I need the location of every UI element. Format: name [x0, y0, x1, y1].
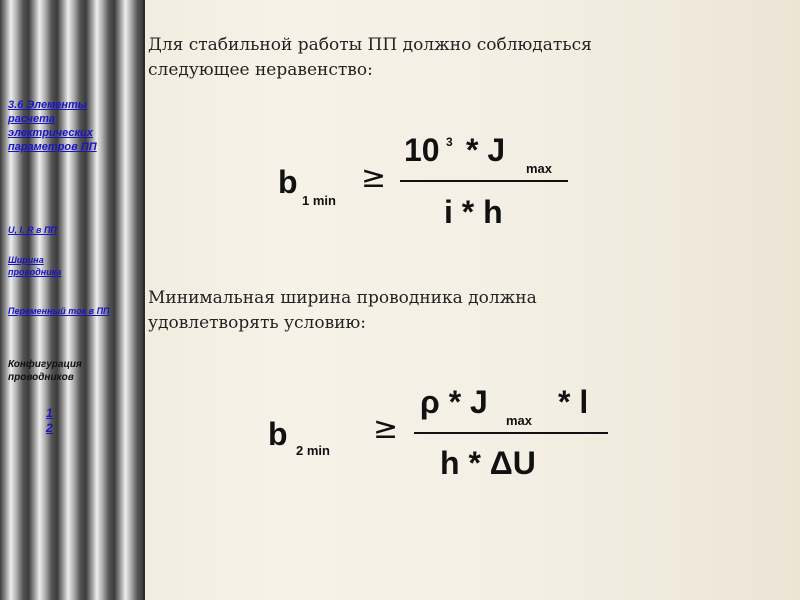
formula2-fraction-line: [414, 432, 608, 434]
formula1-geq-sign: ≥: [361, 160, 387, 195]
page-link-1[interactable]: 1: [46, 406, 53, 420]
sidebar: [0, 0, 145, 600]
formula2-lhs-sub: 2 min: [296, 443, 330, 458]
formula1-num-base: 10: [404, 132, 440, 168]
nav-link-section[interactable]: 3.6 Элементы расчета электрических параметров ПП: [8, 99, 97, 153]
formula1-lhs: b: [278, 164, 298, 200]
formula1-lhs-sub: 1 min: [302, 193, 336, 208]
nav-link-ac-current[interactable]: Переменный ток в ПП: [8, 306, 110, 316]
paragraph-stability: Для стабильной работы ПП должно соблюдаться следующее неравенство:: [148, 35, 592, 80]
page-link-2[interactable]: 2: [46, 421, 53, 435]
formula1-num-rest: * J: [466, 132, 506, 168]
formula2-lhs: b: [268, 416, 288, 452]
formula1-denominator: i * h: [444, 194, 503, 230]
formula2-num-sub: max: [506, 413, 533, 428]
formula1-num-sub: max: [526, 161, 553, 176]
formula2-denominator: h * ΔU: [440, 445, 536, 481]
nav-link-conductor-width[interactable]: Ширина проводника: [8, 255, 62, 277]
formula2-geq-sign: ≥: [373, 411, 399, 446]
nav-label-conductor-config: Конфигурация проводников: [8, 359, 82, 383]
formula2-num-b: * l: [558, 384, 589, 420]
paragraph-min-width: Минимальная ширина проводника должна удовлетворять условию:: [148, 288, 537, 333]
formula2-num-a: ρ * J: [420, 384, 488, 420]
nav-link-uir[interactable]: U, I, R в ПП: [8, 225, 57, 235]
formula1-fraction-line: [400, 180, 568, 182]
formula1-num-exp: 3: [446, 135, 453, 149]
